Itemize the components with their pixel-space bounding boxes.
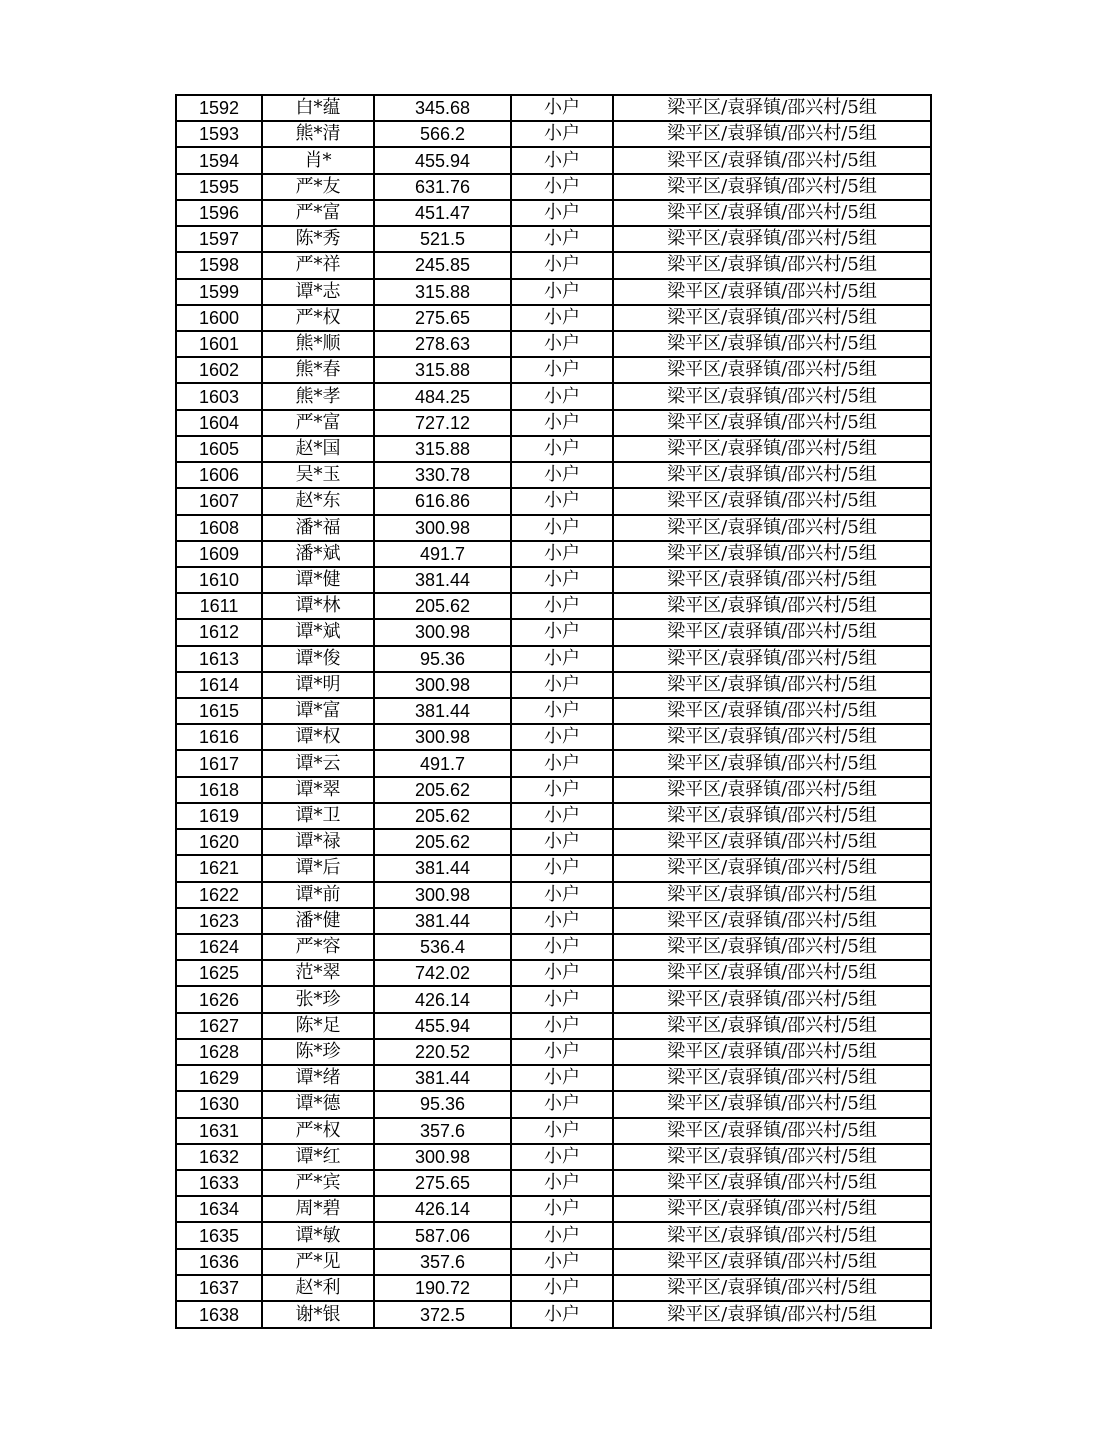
cell-location: 梁平区/袁驿镇/邵兴村/5组 [613,1222,931,1248]
table-row [176,436,931,462]
cell-serial-number: 1624 [176,934,262,960]
cell-amount: 357.6 [374,1118,511,1144]
cell-name: 严*友 [262,174,374,200]
cell-serial-number: 1605 [176,436,262,462]
table-row [176,1301,931,1328]
cell-amount: 205.62 [374,829,511,855]
cell-name: 谭*敏 [262,1222,374,1248]
cell-amount: 300.98 [374,882,511,908]
cell-serial-number: 1601 [176,331,262,357]
cell-amount: 205.62 [374,777,511,803]
cell-household-type: 小户 [511,279,613,305]
cell-amount: 381.44 [374,908,511,934]
cell-name: 严*祥 [262,252,374,278]
cell-amount: 381.44 [374,567,511,593]
cell-name: 谭*绪 [262,1065,374,1091]
cell-household-type: 小户 [511,672,613,698]
cell-name: 张*珍 [262,986,374,1012]
cell-serial-number: 1628 [176,1039,262,1065]
cell-household-type: 小户 [511,855,613,881]
cell-location: 梁平区/袁驿镇/邵兴村/5组 [613,646,931,672]
table-row [176,1039,931,1065]
cell-household-type: 小户 [511,1118,613,1144]
cell-household-type: 小户 [511,121,613,147]
cell-location: 梁平区/袁驿镇/邵兴村/5组 [613,279,931,305]
table-row [176,803,931,829]
cell-amount: 300.98 [374,515,511,541]
cell-location: 梁平区/袁驿镇/邵兴村/5组 [613,908,931,934]
cell-name: 谭*林 [262,593,374,619]
cell-location: 梁平区/袁驿镇/邵兴村/5组 [613,488,931,514]
cell-household-type: 小户 [511,882,613,908]
cell-name: 周*碧 [262,1196,374,1222]
cell-serial-number: 1617 [176,750,262,776]
cell-location: 梁平区/袁驿镇/邵兴村/5组 [613,1275,931,1301]
cell-name: 谭*后 [262,855,374,881]
cell-household-type: 小户 [511,147,613,173]
cell-serial-number: 1622 [176,882,262,908]
cell-location: 梁平区/袁驿镇/邵兴村/5组 [613,1118,931,1144]
cell-serial-number: 1618 [176,777,262,803]
cell-amount: 727.12 [374,410,511,436]
cell-name: 赵*东 [262,488,374,514]
table-row [176,174,931,200]
table-row [176,1065,931,1091]
cell-name: 谭*志 [262,279,374,305]
cell-location: 梁平区/袁驿镇/邵兴村/5组 [613,672,931,698]
cell-location: 梁平区/袁驿镇/邵兴村/5组 [613,383,931,409]
cell-household-type: 小户 [511,331,613,357]
cell-household-type: 小户 [511,619,613,645]
cell-location: 梁平区/袁驿镇/邵兴村/5组 [613,724,931,750]
cell-household-type: 小户 [511,986,613,1012]
table-row [176,383,931,409]
table-row [176,1170,931,1196]
cell-name: 熊*清 [262,121,374,147]
table-row [176,855,931,881]
table-row [176,646,931,672]
cell-household-type: 小户 [511,646,613,672]
cell-household-type: 小户 [511,1065,613,1091]
cell-location: 梁平区/袁驿镇/邵兴村/5组 [613,960,931,986]
cell-location: 梁平区/袁驿镇/邵兴村/5组 [613,1065,931,1091]
cell-amount: 426.14 [374,986,511,1012]
table-row [176,1091,931,1117]
cell-location: 梁平区/袁驿镇/邵兴村/5组 [613,226,931,252]
cell-household-type: 小户 [511,541,613,567]
cell-name: 严*见 [262,1249,374,1275]
cell-serial-number: 1638 [176,1301,262,1328]
cell-serial-number: 1593 [176,121,262,147]
cell-household-type: 小户 [511,305,613,331]
cell-name: 范*翠 [262,960,374,986]
cell-name: 谭*禄 [262,829,374,855]
cell-serial-number: 1596 [176,200,262,226]
cell-amount: 381.44 [374,698,511,724]
table-row [176,331,931,357]
table-body [176,95,931,1328]
cell-name: 谭*健 [262,567,374,593]
cell-amount: 300.98 [374,619,511,645]
cell-serial-number: 1632 [176,1144,262,1170]
cell-location: 梁平区/袁驿镇/邵兴村/5组 [613,593,931,619]
cell-name: 严*富 [262,410,374,436]
cell-household-type: 小户 [511,750,613,776]
cell-amount: 587.06 [374,1222,511,1248]
cell-household-type: 小户 [511,515,613,541]
table-row [176,541,931,567]
cell-serial-number: 1621 [176,855,262,881]
cell-serial-number: 1592 [176,95,262,121]
cell-amount: 372.5 [374,1301,511,1328]
cell-serial-number: 1600 [176,305,262,331]
table-row [176,777,931,803]
cell-household-type: 小户 [511,829,613,855]
table-row [176,567,931,593]
cell-amount: 245.85 [374,252,511,278]
table-row [176,1196,931,1222]
cell-household-type: 小户 [511,724,613,750]
table-row [176,488,931,514]
cell-household-type: 小户 [511,960,613,986]
cell-name: 谭*前 [262,882,374,908]
table-row [176,515,931,541]
cell-location: 梁平区/袁驿镇/邵兴村/5组 [613,174,931,200]
cell-amount: 330.78 [374,462,511,488]
cell-serial-number: 1626 [176,986,262,1012]
cell-location: 梁平区/袁驿镇/邵兴村/5组 [613,1013,931,1039]
table-row [176,147,931,173]
cell-household-type: 小户 [511,593,613,619]
cell-location: 梁平区/袁驿镇/邵兴村/5组 [613,436,931,462]
cell-amount: 631.76 [374,174,511,200]
cell-name: 白*蕴 [262,95,374,121]
cell-household-type: 小户 [511,462,613,488]
cell-serial-number: 1612 [176,619,262,645]
table-row [176,121,931,147]
cell-location: 梁平区/袁驿镇/邵兴村/5组 [613,1301,931,1328]
cell-serial-number: 1625 [176,960,262,986]
cell-household-type: 小户 [511,1196,613,1222]
cell-amount: 451.47 [374,200,511,226]
table-row [176,95,931,121]
cell-name: 严*容 [262,934,374,960]
cell-location: 梁平区/袁驿镇/邵兴村/5组 [613,698,931,724]
cell-name: 谭*权 [262,724,374,750]
cell-serial-number: 1637 [176,1275,262,1301]
cell-serial-number: 1633 [176,1170,262,1196]
cell-household-type: 小户 [511,1144,613,1170]
cell-location: 梁平区/袁驿镇/邵兴村/5组 [613,1144,931,1170]
cell-serial-number: 1608 [176,515,262,541]
cell-serial-number: 1629 [176,1065,262,1091]
cell-name: 熊*春 [262,357,374,383]
cell-location: 梁平区/袁驿镇/邵兴村/5组 [613,462,931,488]
cell-name: 赵*利 [262,1275,374,1301]
table-row [176,200,931,226]
cell-name: 谭*富 [262,698,374,724]
cell-name: 谭*斌 [262,619,374,645]
table-row [176,593,931,619]
cell-household-type: 小户 [511,488,613,514]
cell-amount: 426.14 [374,1196,511,1222]
cell-amount: 616.86 [374,488,511,514]
cell-amount: 381.44 [374,855,511,881]
cell-household-type: 小户 [511,567,613,593]
table-row [176,698,931,724]
cell-serial-number: 1609 [176,541,262,567]
cell-name: 谭*红 [262,1144,374,1170]
cell-name: 谭*俊 [262,646,374,672]
cell-name: 潘*斌 [262,541,374,567]
table-row [176,357,931,383]
cell-household-type: 小户 [511,95,613,121]
cell-location: 梁平区/袁驿镇/邵兴村/5组 [613,803,931,829]
cell-household-type: 小户 [511,1275,613,1301]
cell-amount: 381.44 [374,1065,511,1091]
table-row [176,1249,931,1275]
cell-amount: 315.88 [374,436,511,462]
cell-serial-number: 1619 [176,803,262,829]
cell-name: 熊*顺 [262,331,374,357]
cell-amount: 455.94 [374,147,511,173]
cell-location: 梁平区/袁驿镇/邵兴村/5组 [613,147,931,173]
cell-name: 肖* [262,147,374,173]
cell-location: 梁平区/袁驿镇/邵兴村/5组 [613,986,931,1012]
cell-serial-number: 1603 [176,383,262,409]
cell-serial-number: 1604 [176,410,262,436]
cell-serial-number: 1607 [176,488,262,514]
cell-household-type: 小户 [511,200,613,226]
cell-name: 赵*国 [262,436,374,462]
cell-amount: 491.7 [374,750,511,776]
cell-serial-number: 1602 [176,357,262,383]
cell-household-type: 小户 [511,1091,613,1117]
cell-location: 梁平区/袁驿镇/邵兴村/5组 [613,619,931,645]
cell-name: 谭*德 [262,1091,374,1117]
cell-location: 梁平区/袁驿镇/邵兴村/5组 [613,829,931,855]
cell-amount: 566.2 [374,121,511,147]
table-row [176,252,931,278]
cell-serial-number: 1610 [176,567,262,593]
cell-household-type: 小户 [511,436,613,462]
cell-serial-number: 1631 [176,1118,262,1144]
cell-household-type: 小户 [511,803,613,829]
cell-amount: 275.65 [374,1170,511,1196]
cell-household-type: 小户 [511,174,613,200]
cell-serial-number: 1627 [176,1013,262,1039]
table-row [176,882,931,908]
cell-location: 梁平区/袁驿镇/邵兴村/5组 [613,777,931,803]
cell-name: 严*权 [262,305,374,331]
cell-household-type: 小户 [511,1222,613,1248]
cell-amount: 205.62 [374,803,511,829]
cell-household-type: 小户 [511,934,613,960]
cell-name: 陈*珍 [262,1039,374,1065]
table-row [176,672,931,698]
cell-amount: 315.88 [374,279,511,305]
cell-amount: 521.5 [374,226,511,252]
cell-location: 梁平区/袁驿镇/邵兴村/5组 [613,1170,931,1196]
cell-location: 梁平区/袁驿镇/邵兴村/5组 [613,95,931,121]
table-row [176,908,931,934]
cell-amount: 536.4 [374,934,511,960]
table-row [176,619,931,645]
cell-household-type: 小户 [511,1301,613,1328]
cell-location: 梁平区/袁驿镇/邵兴村/5组 [613,357,931,383]
cell-location: 梁平区/袁驿镇/邵兴村/5组 [613,1196,931,1222]
cell-name: 谭*明 [262,672,374,698]
table-row [176,279,931,305]
cell-location: 梁平区/袁驿镇/邵兴村/5组 [613,252,931,278]
cell-serial-number: 1595 [176,174,262,200]
cell-location: 梁平区/袁驿镇/邵兴村/5组 [613,882,931,908]
cell-location: 梁平区/袁驿镇/邵兴村/5组 [613,934,931,960]
cell-amount: 455.94 [374,1013,511,1039]
cell-amount: 345.68 [374,95,511,121]
cell-name: 谭*云 [262,750,374,776]
cell-location: 梁平区/袁驿镇/邵兴村/5组 [613,1091,931,1117]
cell-location: 梁平区/袁驿镇/邵兴村/5组 [613,567,931,593]
cell-serial-number: 1606 [176,462,262,488]
cell-location: 梁平区/袁驿镇/邵兴村/5组 [613,541,931,567]
cell-amount: 95.36 [374,646,511,672]
cell-amount: 220.52 [374,1039,511,1065]
table-row [176,724,931,750]
cell-serial-number: 1613 [176,646,262,672]
table-row [176,1118,931,1144]
cell-name: 严*宾 [262,1170,374,1196]
cell-household-type: 小户 [511,383,613,409]
cell-location: 梁平区/袁驿镇/邵兴村/5组 [613,1039,931,1065]
table-row [176,986,931,1012]
cell-serial-number: 1615 [176,698,262,724]
cell-household-type: 小户 [511,252,613,278]
cell-serial-number: 1597 [176,226,262,252]
table-row [176,1275,931,1301]
cell-household-type: 小户 [511,1039,613,1065]
cell-serial-number: 1634 [176,1196,262,1222]
cell-location: 梁平区/袁驿镇/邵兴村/5组 [613,200,931,226]
table-row [176,750,931,776]
table-row [176,462,931,488]
cell-household-type: 小户 [511,698,613,724]
cell-amount: 278.63 [374,331,511,357]
cell-serial-number: 1614 [176,672,262,698]
cell-household-type: 小户 [511,357,613,383]
cell-household-type: 小户 [511,1013,613,1039]
cell-serial-number: 1598 [176,252,262,278]
cell-serial-number: 1599 [176,279,262,305]
cell-location: 梁平区/袁驿镇/邵兴村/5组 [613,305,931,331]
cell-amount: 300.98 [374,724,511,750]
cell-amount: 300.98 [374,672,511,698]
cell-serial-number: 1635 [176,1222,262,1248]
table-row [176,1144,931,1170]
cell-amount: 315.88 [374,357,511,383]
table-row [176,1013,931,1039]
cell-amount: 190.72 [374,1275,511,1301]
household-table [175,94,932,1329]
table-row [176,829,931,855]
cell-name: 谢*银 [262,1301,374,1328]
cell-location: 梁平区/袁驿镇/邵兴村/5组 [613,410,931,436]
cell-name: 谭*翠 [262,777,374,803]
table-row [176,960,931,986]
cell-amount: 357.6 [374,1249,511,1275]
cell-name: 陈*秀 [262,226,374,252]
cell-serial-number: 1594 [176,147,262,173]
cell-amount: 275.65 [374,305,511,331]
cell-serial-number: 1616 [176,724,262,750]
cell-name: 严*权 [262,1118,374,1144]
cell-location: 梁平区/袁驿镇/邵兴村/5组 [613,1249,931,1275]
cell-location: 梁平区/袁驿镇/邵兴村/5组 [613,750,931,776]
cell-amount: 742.02 [374,960,511,986]
table-row [176,226,931,252]
cell-name: 谭*卫 [262,803,374,829]
cell-amount: 491.7 [374,541,511,567]
cell-location: 梁平区/袁驿镇/邵兴村/5组 [613,121,931,147]
table-row [176,410,931,436]
cell-name: 熊*孝 [262,383,374,409]
cell-name: 严*富 [262,200,374,226]
cell-serial-number: 1611 [176,593,262,619]
table-row [176,934,931,960]
cell-amount: 300.98 [374,1144,511,1170]
cell-amount: 95.36 [374,1091,511,1117]
cell-amount: 484.25 [374,383,511,409]
cell-location: 梁平区/袁驿镇/邵兴村/5组 [613,855,931,881]
cell-location: 梁平区/袁驿镇/邵兴村/5组 [613,515,931,541]
cell-name: 潘*健 [262,908,374,934]
cell-name: 陈*足 [262,1013,374,1039]
cell-serial-number: 1620 [176,829,262,855]
cell-location: 梁平区/袁驿镇/邵兴村/5组 [613,331,931,357]
cell-household-type: 小户 [511,226,613,252]
table-row [176,305,931,331]
cell-serial-number: 1630 [176,1091,262,1117]
cell-household-type: 小户 [511,1170,613,1196]
cell-name: 吴*玉 [262,462,374,488]
cell-household-type: 小户 [511,410,613,436]
cell-name: 潘*福 [262,515,374,541]
cell-serial-number: 1623 [176,908,262,934]
cell-household-type: 小户 [511,908,613,934]
cell-household-type: 小户 [511,1249,613,1275]
table-row [176,1222,931,1248]
cell-household-type: 小户 [511,777,613,803]
cell-amount: 205.62 [374,593,511,619]
cell-serial-number: 1636 [176,1249,262,1275]
